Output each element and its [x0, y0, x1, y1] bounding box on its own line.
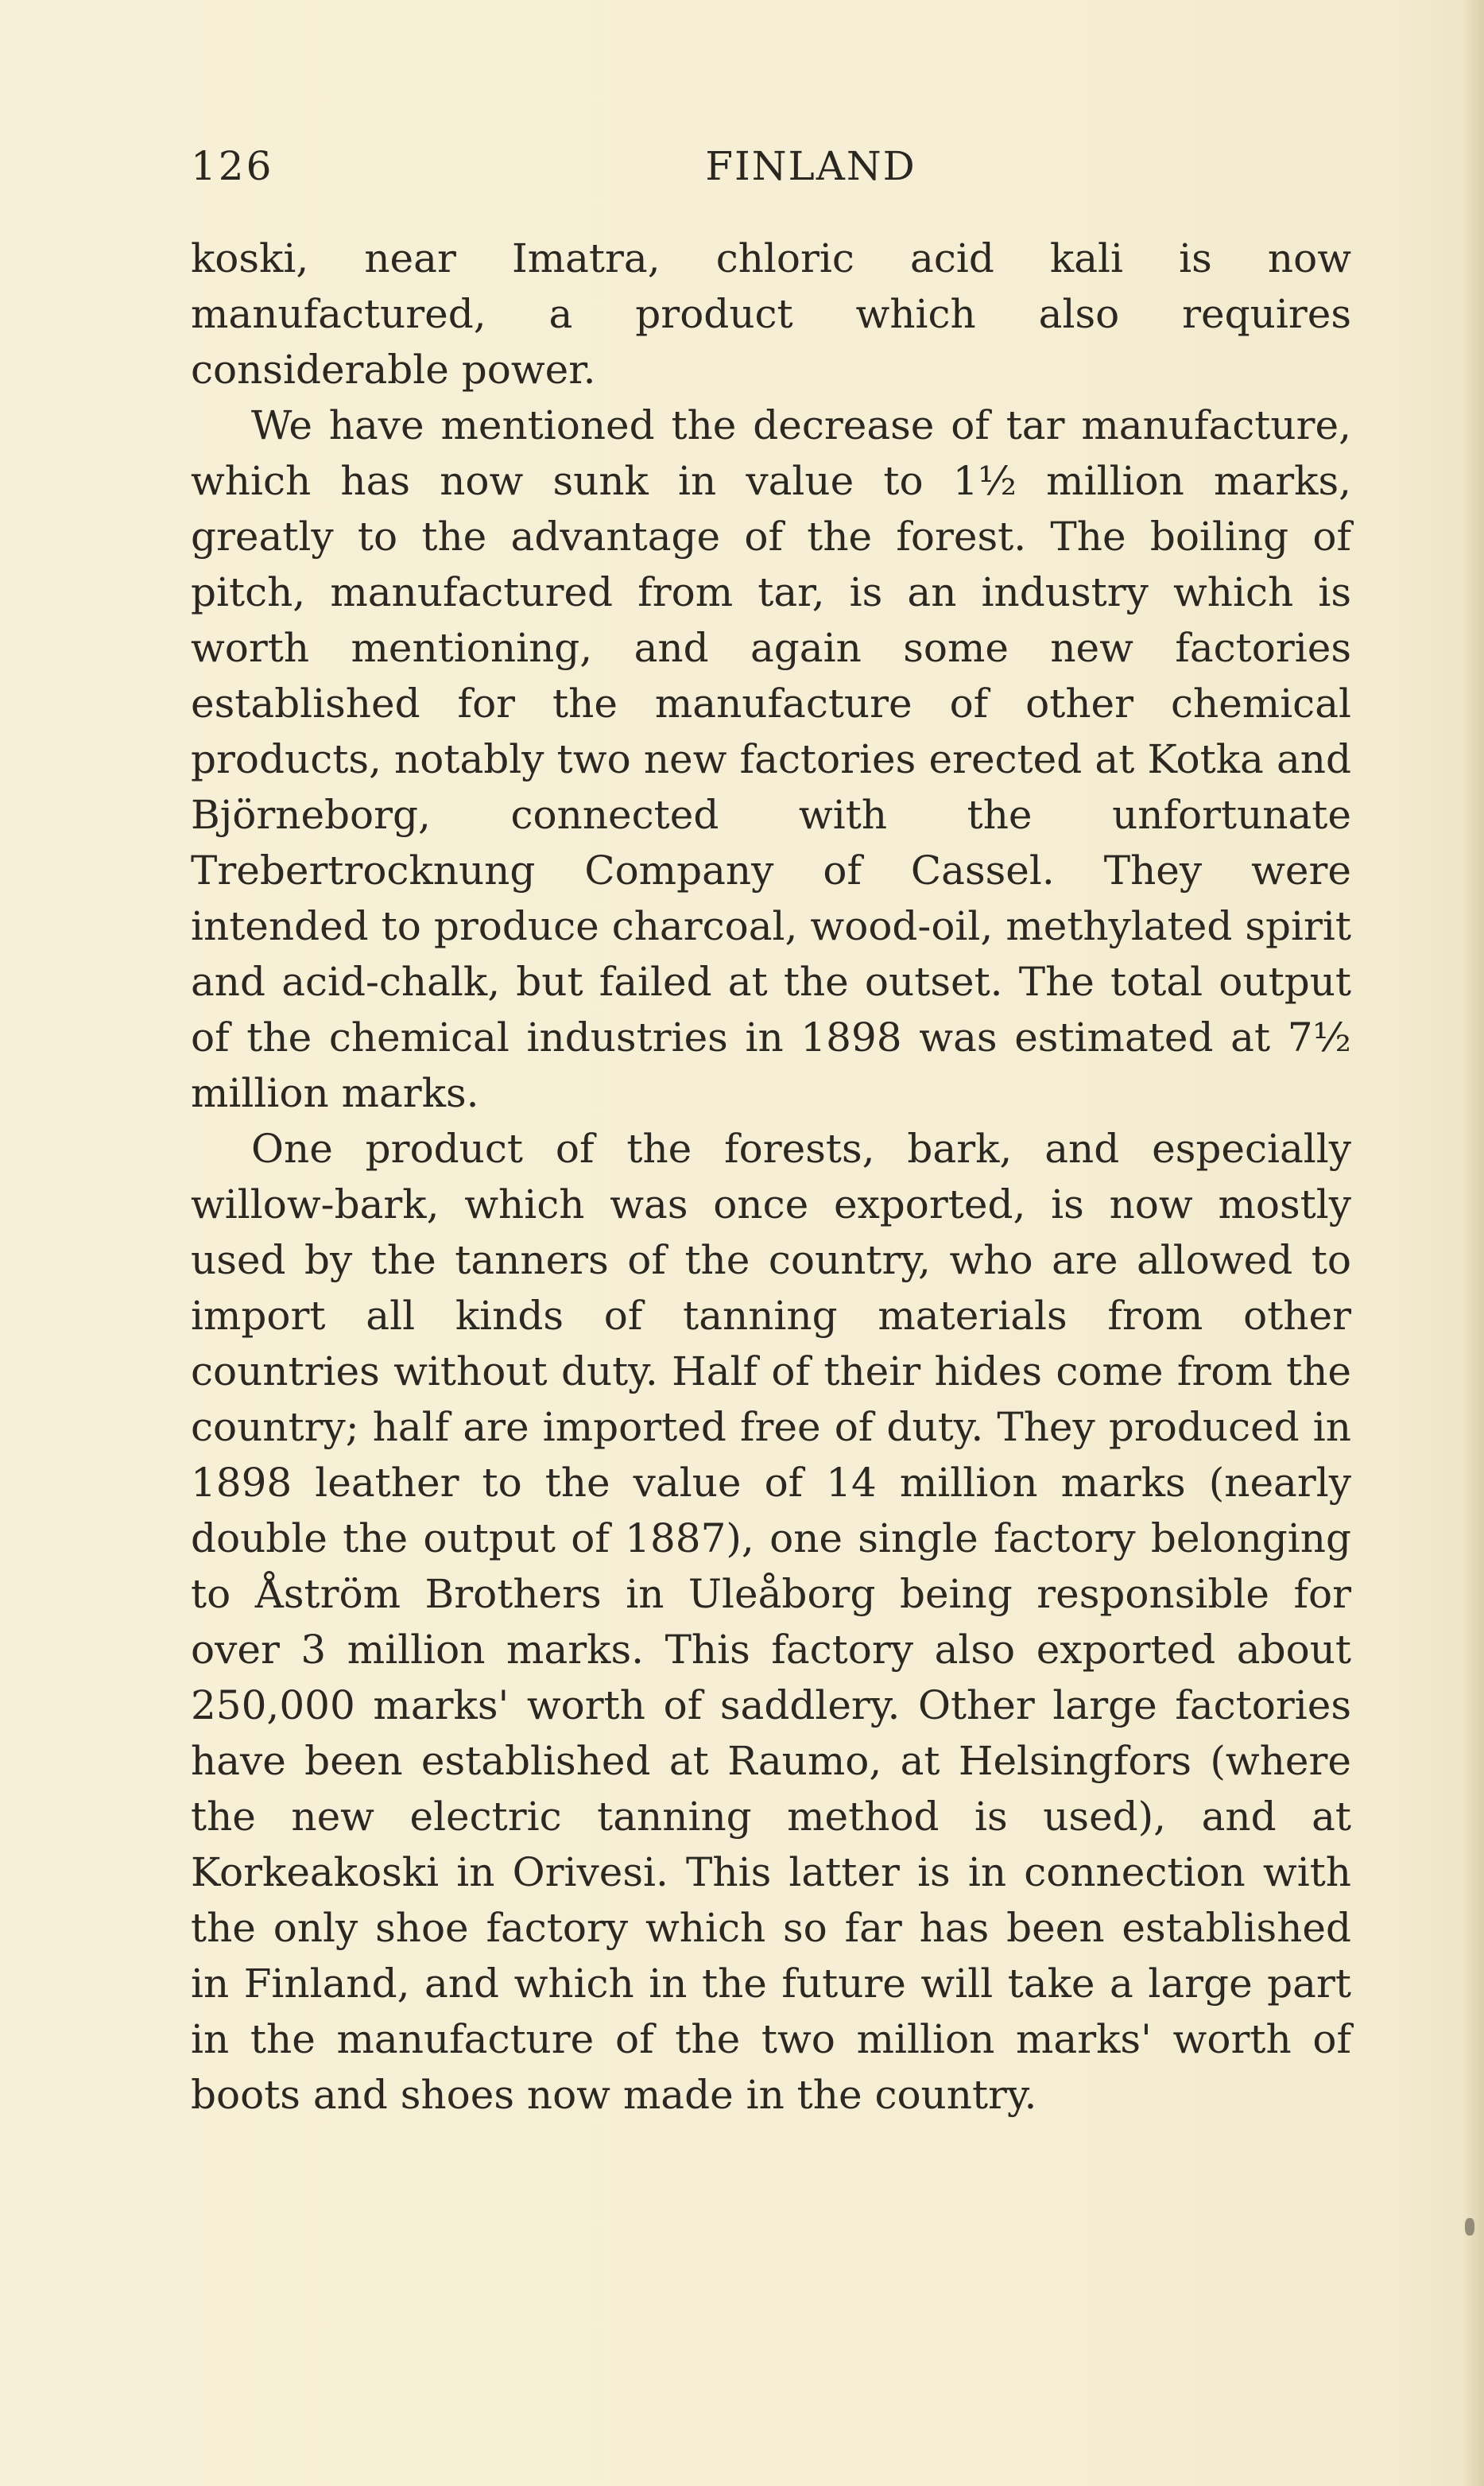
- paragraph-tar-chemicals: We have mentioned the decrease of tar manufacture, which has now sunk in value to 1½ million marks, greatly to the advantage of the forest. The boiling of pitch, manufactured from tar, is an industry which is worth mentioning, and again some new factories established for the manufacture of other chemical products, notably two new factories erected at Kotka and Björneborg, connected with the unfortunate Trebertrocknung Company of Cassel. They were intended to produce charcoal, wood-oil, methylated spirit and acid-chalk, but failed at the outset. The total output of the chemical industries in 1898 was estimated at 7½ million marks.: [191, 402, 1351, 1116]
- paragraph-continuation: koski, near Imatra, chloric acid kali is now manufactured, a product which also requires considerable power.: [191, 235, 1351, 393]
- scan-mark: [1465, 2218, 1474, 2236]
- page-edge-shadow: [1463, 0, 1484, 2486]
- page-header: [191, 143, 1351, 199]
- running-head: FINLAND: [705, 143, 916, 189]
- paragraph-bark-tanning: One product of the forests, bark, and especially willow-bark, which was once exported, is now mostly used by the tanners of the country, who are allowed to import all kinds of tanning materials from other countries without duty. Half of their hides come from the country; half are imported free of duty. They produced in 1898 leather to the value of 14 million marks (nearly double the output of 1887), one single factory belonging to Åström Brothers in Uleåborg being responsible for over 3 million marks. This factory also exported about 250,000 marks' worth of saddlery. Other large factories have been established at Raumo, at Helsingfors (where the new electric tanning method is used), and at Korkeakoski in Orivesi. This latter is in connection with the only shoe factory which so far has been established in Finland, and which in the future will take a large part in the manufacture of the two million marks' worth of boots and shoes now made in the country.: [191, 1126, 1351, 2118]
- body-text: [191, 231, 1351, 2123]
- page-number: 126: [191, 143, 274, 189]
